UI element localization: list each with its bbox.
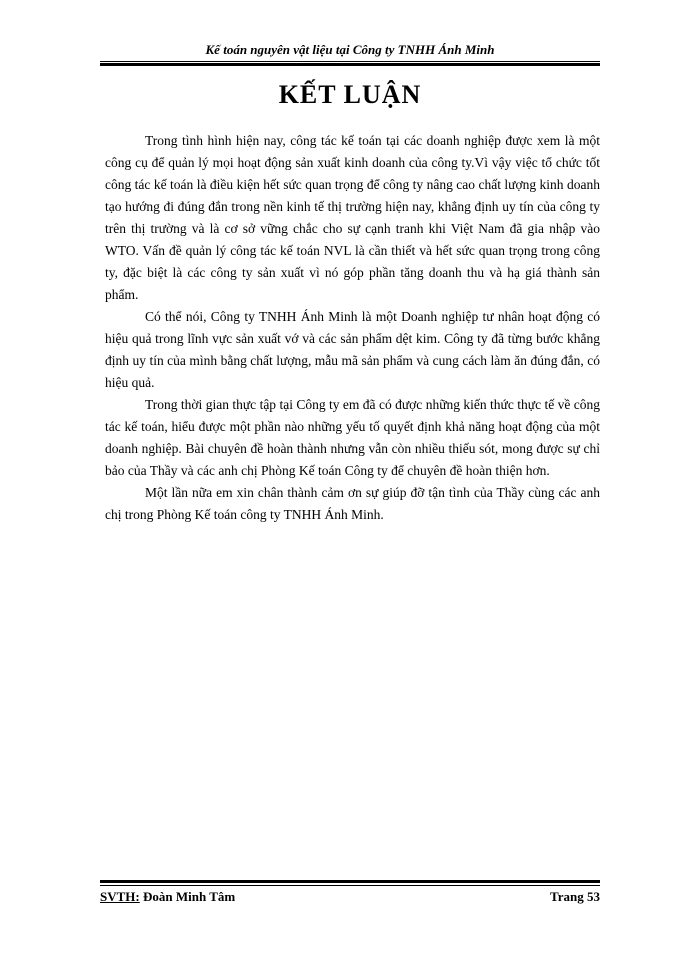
footer-rule-thin [100,885,600,886]
header-rule-thick [100,63,600,66]
paragraph-2: Có thể nói, Công ty TNHH Ánh Minh là một Doanh nghiệp tư nhân hoạt động có hiệu quả trong lĩnh vực sản xuất vớ và các sản phẩm dệt kim. Công ty đã từng bước khẳng định uy tín của mình bằng chất lượng, mẫu mã sản phẩm và cung cách làm ăn đúng đắn, có hiệu quả. [105,309,600,390]
document-body [105,130,600,526]
paragraph-3: Trong thời gian thực tập tại Công ty em đã có được những kiến thức thực tế về công tác kế toán, hiểu được một phần nào những yếu tố quyết định khả năng hoạt động của một doanh nghiệp. Bài chuyên đề hoàn thành nhưng vẫn còn nhiều thiếu sót, mong được sự chỉ bảo của Thầy và các anh chị Phòng Kế toán Công ty để chuyên đề hoàn thiện hơn. [105,397,600,478]
page-title: KẾT LUẬN [278,80,422,109]
footer-author-block [100,889,235,905]
footer-rule-thick [100,880,600,883]
header-title: Kế toán nguyên vật liệu tại Công ty TNHH Ánh Minh [205,42,495,57]
header-rule-thin [100,61,600,62]
paragraph-4: Một lần nữa em xin chân thành cảm ơn sự giúp đỡ tận tình của Thầy cùng các anh chị trong Phòng Kế toán công ty TNHH Ánh Minh. [105,485,600,522]
footer-author-name: Đoàn Minh Tâm [142,889,236,904]
paragraph-1: Trong tình hình hiện nay, công tác kế toán tại các doanh nghiệp được xem là một công cụ để quản lý mọi hoạt động sản xuất kinh doanh của công ty.Vì vậy việc tổ chức tốt công tác kế toán là điều kiện hết sức quan trọng để công ty nâng cao chất lượng kinh doanh tạo hướng đi đúng đắn trong nền kinh tế thị trường hiện nay, khẳng định uy tín của công ty trên thị trường và là cơ sở vững chắc cho sự cạnh tranh khi Việt Nam đã gia nhập vào WTO. Vấn đề quản lý công tác kế toán NVL là cần thiết và hết sức quan trọng trong công ty, đặc biệt là các công ty sản xuất vì nó góp phần tăng doanh thu và hạ giá thành sản phẩm. [105,133,600,302]
footer-author-label: SVTH: [100,889,140,904]
footer-page-number: Trang 53 [550,889,600,904]
